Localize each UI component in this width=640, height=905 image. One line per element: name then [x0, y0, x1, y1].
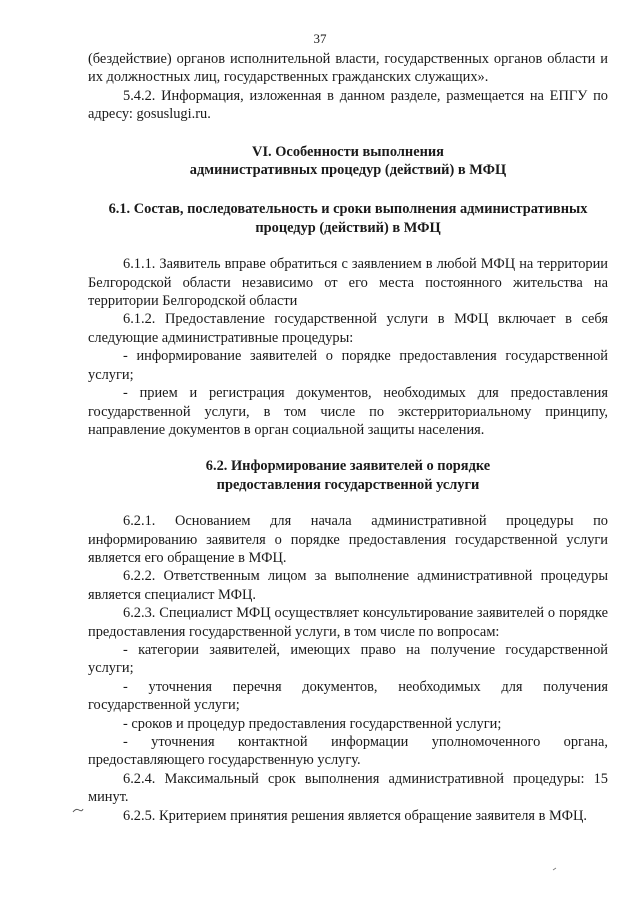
paragraph-6-1-1: 6.1.1. Заявитель вправе обратиться с заявлением в любой МФЦ на территории Белгородской области независимо от его места постоянного жительства на территории Белгородской области	[88, 256, 608, 310]
list-item: - сроков и процедур предоставления государственной услуги;	[123, 715, 502, 732]
section-6-2-heading-line1: 6.2. Информирование заявителей о порядке	[205, 458, 491, 475]
paragraph-5-4-2: 5.4.2. Информация, изложенная в данном разделе, размещается на ЕПГУ по адресу: gosuslugi.ru.	[88, 87, 608, 123]
paragraph-6-2-3: 6.2.3. Специалист МФЦ осуществляет консультирование заявителей о порядке предоставления государственной услуги, в том числе по вопросам:	[88, 605, 608, 640]
list-item: - уточнения контактной информации уполномоченного органа, предоставляющего государственную услугу.	[88, 734, 608, 769]
list-item: - уточнения перечня документов, необходимых для получения государственной услуги;	[88, 678, 608, 714]
list-item: - категории заявителей, имеющих право на получение государственной услуги;	[88, 641, 608, 677]
paragraph-6-2-1: 6.2.1. Основанием для начала административной процедуры по информированию заявителя о порядке предоставления государственной услуги является его обращение в МФЦ.	[88, 513, 608, 566]
section-6-2-heading-line2: предоставления государственной услуги	[216, 476, 480, 493]
section-6-1-heading-line1: 6.1. Состав, последовательность и сроки выполнения административных	[108, 201, 588, 218]
intro-paragraph: (бездействие) органов исполнительной власти, государственных органов области и их должностных лиц, государственных гражданских служащих».	[88, 51, 608, 86]
page-number: 37	[313, 31, 327, 46]
section-6-1-heading-line2: процедур (действий) в МФЦ	[255, 219, 441, 236]
chapter-heading-line2: административных процедур (действий) в МФЦ	[189, 162, 507, 179]
chapter-heading-line1: VI. Особенности выполнения	[252, 143, 444, 160]
scan-mark-icon	[552, 866, 564, 873]
document-body	[88, 50, 608, 825]
list-item: - информирование заявителей о порядке предоставления государственной услуги;	[88, 348, 608, 383]
section-6-1-heading	[88, 200, 608, 237]
chapter-heading	[88, 143, 608, 180]
paragraph-6-2-5: 6.2.5. Критерием принятия решения является обращение заявителя в МФЦ.	[123, 807, 587, 824]
list-item: - прием и регистрация документов, необходимых для предоставления государственной услуги, в том числе по экстерриториальному принципу, направление документов в орган социальной защиты населения.	[88, 385, 608, 438]
paragraph-6-2-2: 6.2.2. Ответственным лицом за выполнение административной процедуры является специалист МФЦ.	[88, 568, 608, 603]
paragraph-6-1-2: 6.1.2. Предоставление государственной услуги в МФЦ включает в себя следующие административные процедуры:	[88, 311, 608, 346]
scan-mark-icon	[72, 807, 84, 814]
paragraph-6-2-4: 6.2.4. Максимальный срок выполнения административной процедуры: 15 минут.	[88, 770, 608, 806]
section-6-2-heading	[88, 457, 608, 494]
